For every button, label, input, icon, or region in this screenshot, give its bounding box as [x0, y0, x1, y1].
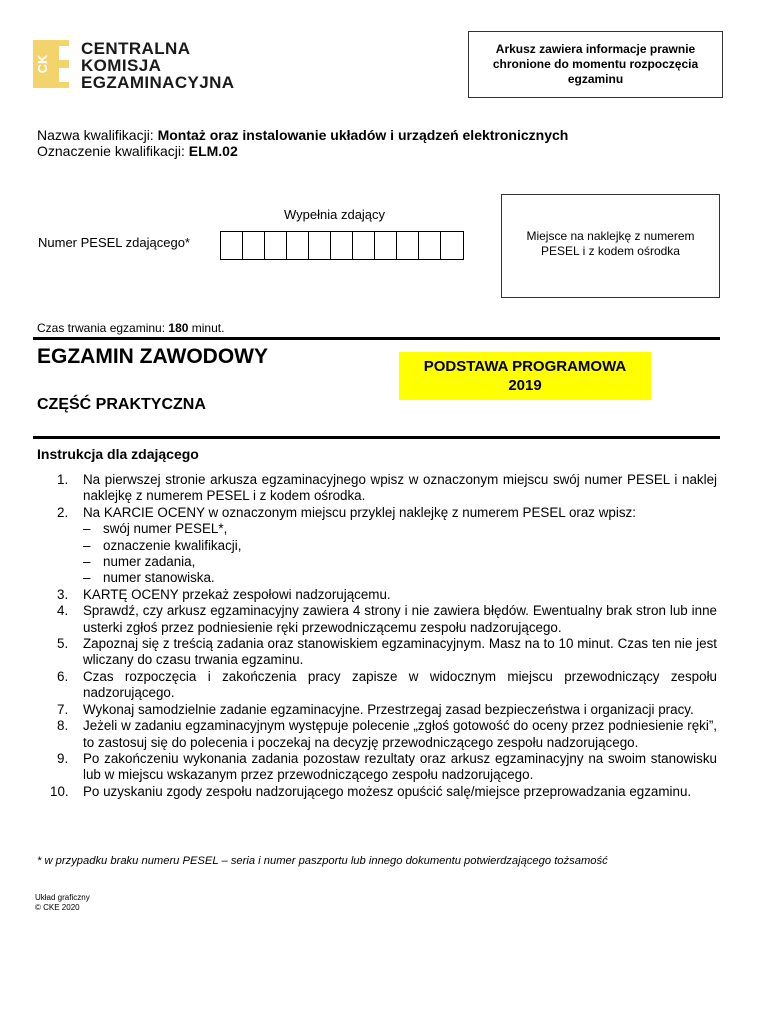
part-title: CZĘŚĆ PRAKTYCZNA	[37, 396, 206, 413]
cke-logo-mark	[33, 40, 69, 88]
pesel-input-grid[interactable]	[220, 231, 464, 260]
sub-item	[83, 538, 717, 554]
item-text: Sprawdź, czy arkusz egzaminacyjny zawiera 4 strony i nie zawiera błędów. Ewentualny brak stron lub inne usterki zgłoś przez podniesienie ręki przewodniczącemu zespołu nadzorującego.	[83, 603, 717, 635]
item-number: 4.	[57, 603, 69, 619]
item-number: 6.	[57, 668, 69, 684]
duration-label: Czas trwania egzaminu:	[37, 321, 169, 335]
item-text: Czas rozpoczęcia i zakończenia pracy zapisze w widocznym miejscu przewodniczący zespołu nadzorującego.	[83, 668, 717, 701]
pesel-digit-cell[interactable]	[331, 232, 353, 259]
instructions-heading: Instrukcja dla zdającego	[37, 446, 199, 462]
sub-item-text: numer zadania,	[103, 554, 196, 570]
dash-bullet: –	[83, 554, 91, 570]
confidentiality-notice-text: Arkusz zawiera informacje prawnie chronione do momentu rozpoczęcia egzaminu	[492, 42, 699, 86]
item-number: 9.	[57, 750, 69, 766]
logo-wordmark	[81, 40, 235, 91]
list-item	[37, 505, 727, 587]
logo-mark-text: CK	[35, 54, 50, 74]
list-item	[37, 636, 727, 669]
exam-duration	[37, 321, 224, 335]
item-text: Na pierwszej stronie arkusza egzaminacyjnego wpisz w oznaczonym miejscu swój numer PESEL i naklej naklejkę z numerem PESEL i z kodem ośrodka.	[83, 472, 717, 504]
dash-bullet: –	[83, 521, 91, 537]
item-number: 1.	[57, 472, 69, 487]
curriculum-badge	[399, 352, 651, 400]
sub-item-text: swój numer PESEL*,	[103, 521, 228, 537]
pesel-footnote: * w przypadku braku numeru PESEL – seria i numer paszportu lub innego dokumentu potwierdzającego tożsamość	[37, 855, 608, 867]
sub-item-text: oznaczenie kwalifikacji,	[103, 537, 242, 553]
qualification-code-row	[37, 143, 568, 159]
list-item	[37, 669, 727, 702]
divider-bottom	[33, 436, 720, 439]
sub-item	[83, 521, 717, 537]
item-number: 3.	[57, 586, 69, 602]
item-number: 10.	[50, 783, 69, 799]
duration-unit: minut.	[188, 321, 225, 335]
qualification-name-value: Montaż oraz instalowanie układów i urządzeń elektronicznych	[157, 127, 569, 143]
item-text: Wykonaj samodzielnie zadanie egzaminacyjne. Przestrzegaj zasad bezpieczeństwa i organizacji pracy.	[83, 701, 694, 717]
sticker-placeholder-text: Miejsce na naklejkę z numerem PESEL i z kodem ośrodka	[526, 229, 695, 258]
confidentiality-notice	[468, 31, 723, 98]
logo-line-2: KOMISJA	[81, 56, 162, 75]
qualification-name-row	[37, 127, 568, 143]
list-item	[37, 702, 727, 718]
item-text: Jeżeli w zadaniu egzaminacyjnym występuje polecenie „zgłoś gotowość do oceny przez podniesienie ręki”, to zastosuj się do polecenia i poczekaj na decyzję przewodniczącego zespołu nadzorującego.	[83, 718, 717, 750]
pesel-digit-cell[interactable]	[397, 232, 419, 259]
list-item	[37, 718, 727, 751]
credits-line-2: © CKE 2020	[35, 903, 80, 912]
qualification-name-label: Nazwa kwalifikacji:	[37, 127, 158, 143]
item-text: KARTĘ OCENY przekaż zespołowi nadzorującemu.	[83, 586, 391, 602]
dash-bullet: –	[83, 537, 91, 553]
pesel-digit-cell[interactable]	[353, 232, 375, 259]
divider-top	[33, 337, 720, 340]
list-item	[37, 472, 727, 505]
qualification-code-value: ELM.02	[188, 143, 238, 159]
pesel-digit-cell[interactable]	[243, 232, 265, 259]
duration-value: 180	[168, 321, 189, 335]
qualification-code-label: Oznaczenie kwalifikacji:	[37, 143, 189, 159]
pesel-digit-cell[interactable]	[375, 232, 397, 259]
sub-item	[83, 554, 717, 570]
logo-line-1: CENTRALNA	[81, 39, 191, 58]
credits	[35, 893, 90, 913]
filled-by-candidate-label: Wypełnia zdający	[284, 207, 386, 222]
cke-logo	[33, 40, 243, 92]
credits-line-1: Układ graficzny	[35, 893, 90, 902]
dash-bullet: –	[83, 570, 91, 586]
item-number: 5.	[57, 636, 69, 652]
item-number: 7.	[57, 701, 69, 717]
pesel-digit-cell[interactable]	[265, 232, 287, 259]
sub-item	[83, 570, 717, 586]
item-text: Na KARCIE OCENY w oznaczonym miejscu przyklej naklejkę z numerem PESEL oraz wpisz:	[83, 504, 636, 520]
qualification-info	[37, 127, 568, 159]
pesel-digit-cell[interactable]	[441, 232, 463, 259]
pesel-label: Numer PESEL zdającego*	[38, 235, 190, 250]
badge-line-2: 2019	[508, 377, 542, 394]
pesel-digit-cell[interactable]	[309, 232, 331, 259]
sticker-placeholder	[501, 194, 720, 298]
pesel-digit-cell[interactable]	[419, 232, 441, 259]
pesel-digit-cell[interactable]	[221, 232, 243, 259]
item-text: Po zakończeniu wykonania zadania pozostaw rezultaty oraz arkusz egzaminacyjny na swoim stanowisku lub w miejscu wskazanym przez przewodniczącego zespołu nadzorującego.	[83, 750, 717, 783]
pesel-digit-cell[interactable]	[287, 232, 309, 259]
sub-item-text: numer stanowiska.	[103, 570, 215, 586]
item-number: 8.	[57, 718, 69, 734]
badge-line-1: PODSTAWA PROGRAMOWA	[423, 358, 627, 375]
item-text: Po uzyskaniu zgody zespołu nadzorującego możesz opuścić salę/miejsce przeprowadzania egzaminu.	[83, 783, 692, 799]
item-text: Zapoznaj się z treścią zadania oraz stanowiskiem egzaminacyjnym. Masz na to 10 minut. Czas ten nie jest wliczany do czasu trwania egzaminu.	[83, 636, 717, 668]
list-item	[37, 751, 727, 784]
instructions-list	[37, 472, 727, 800]
list-item	[37, 784, 727, 800]
exam-title: EGZAMIN ZAWODOWY	[37, 345, 268, 368]
list-item	[37, 587, 727, 603]
logo-line-3: EGZAMINACYJNA	[81, 73, 235, 92]
list-item	[37, 603, 727, 636]
item-number: 2.	[57, 504, 69, 520]
